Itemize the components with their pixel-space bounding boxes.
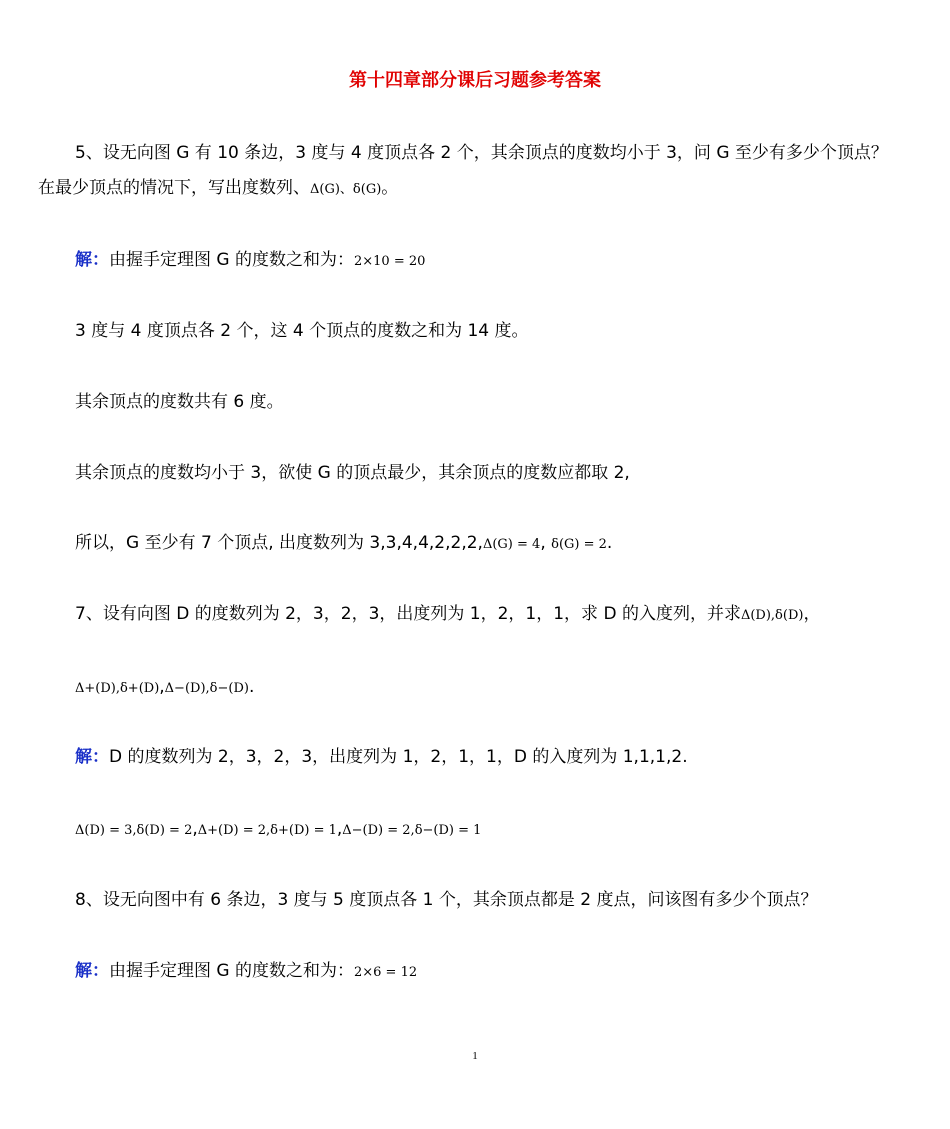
solution-label: 解：: [75, 250, 109, 270]
q7-line2: [75, 675, 254, 701]
q5-line2-text: 在最少顶点的情况下，写出度数列、: [38, 178, 310, 198]
q5-line2-end: 。: [381, 178, 399, 198]
a7-line2-math2: Δ+(D) = 2,δ+(D) = 1: [197, 823, 337, 838]
a5-line1-math: 2×10 = 20: [353, 254, 426, 269]
a7-line2: [75, 817, 481, 843]
a8-line1-math: 2×6 = 12: [353, 965, 418, 980]
page-title: 第十四章部分课后习题参考答案: [349, 70, 601, 91]
a5-line5: [75, 531, 612, 557]
a5-line5-math2: δ(G) = 2: [551, 537, 607, 552]
q7-line1-math: Δ(D),δ(D): [740, 608, 804, 623]
q7-line1-text: 7、设有向图 D 的度数列为 2，3，2，3，出度列为 1，2，1，1，求 D 的入度列，并求: [75, 604, 741, 624]
page-number: 1: [472, 1050, 478, 1062]
a5-line5-sep: ,: [540, 533, 546, 553]
q7-line1: [75, 602, 820, 628]
a5-line1-text: 由握手定理图 G 的度数之和为：: [109, 250, 354, 270]
solution-label: 解：: [75, 961, 109, 981]
solution-label: 解：: [75, 747, 109, 767]
a7-line1-text: D 的度数列为 2，3，2，3，出度列为 1，2，1，1，D 的入度列为 1,1,1,2.: [109, 747, 688, 767]
q7-line1-end: ，: [803, 604, 821, 624]
a5-line5-end: .: [606, 533, 613, 553]
q7-line2-math2: Δ−(D),δ−(D): [164, 681, 249, 696]
q5-line2: [38, 176, 398, 202]
a7-line2-sep2: ,: [336, 819, 343, 839]
a7-line1: [75, 745, 688, 769]
q5-line2-math: Δ(G)、δ(G): [310, 182, 382, 197]
a7-line2-sep1: ,: [192, 819, 198, 839]
a5-line5-text: 所以，G 至少有 7 个顶点, 出度数列为 3,3,4,4,2,2,2,: [75, 533, 483, 553]
a5-line5-math1: Δ(G) = 4: [482, 537, 541, 552]
a5-line4: 其余顶点的度数均小于 3，欲使 G 的顶点最少，其余顶点的度数应都取 2,: [75, 463, 630, 483]
a8-line1: [75, 959, 417, 985]
a8-line1-text: 由握手定理图 G 的度数之和为：: [109, 961, 354, 981]
a5-line1: [75, 248, 425, 274]
a5-line3: 其余顶点的度数共有 6 度。: [75, 392, 284, 412]
q7-line2-sep: ,: [159, 677, 165, 697]
q7-line2-math1: Δ+(D),δ+(D): [75, 681, 160, 696]
q5-line1: 5、设无向图 G 有 10 条边，3 度与 4 度顶点各 2 个，其余顶点的度数均小于 3，问 G 至少有多少个顶点？: [75, 143, 888, 163]
q8-line1: 8、设无向图中有 6 条边，3 度与 5 度顶点各 1 个，其余顶点都是 2 度点，问该图有多少个顶点？: [75, 890, 818, 910]
a7-line2-math1: Δ(D) = 3,δ(D) = 2: [75, 823, 193, 838]
q7-line2-end: .: [248, 677, 255, 697]
a7-line2-math3: Δ−(D) = 2,δ−(D) = 1: [342, 823, 482, 838]
a5-line2: 3 度与 4 度顶点各 2 个，这 4 个顶点的度数之和为 14 度。: [75, 321, 529, 341]
